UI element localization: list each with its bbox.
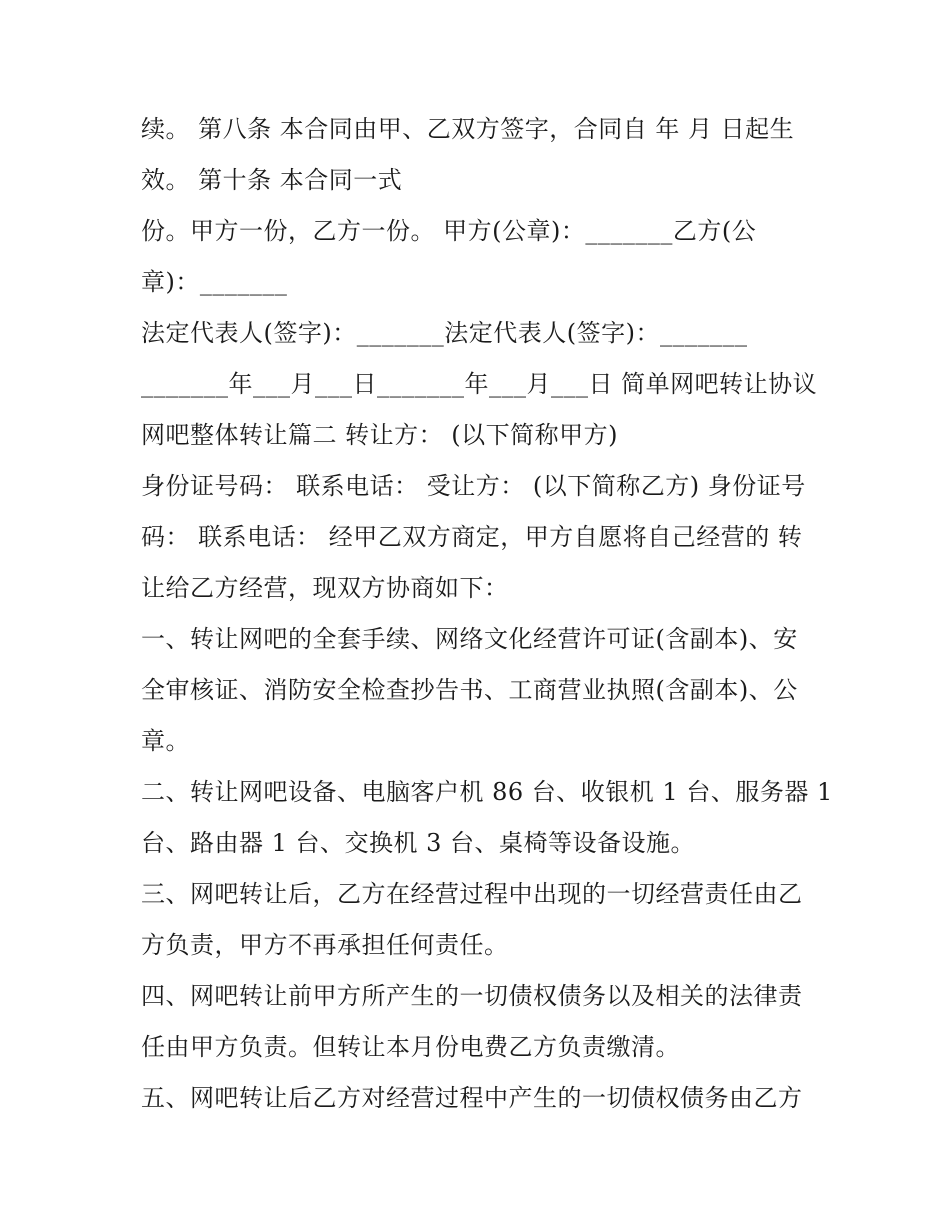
text-line: 一、转让网吧的全套手续、网络文化经营许可证(含副本)、安: [141, 625, 798, 653]
text-line: 三、网吧转让后，乙方在经营过程中出现的一切经营责任由乙: [141, 880, 803, 908]
text-line: 章。: [141, 727, 190, 755]
text-line: 效。 第十条 本合同一式: [141, 166, 403, 194]
text-line: _______年___月___日_______年___月___日 简单网吧转让协议: [141, 370, 818, 398]
text-line: 章)：_______: [141, 268, 288, 296]
text-line: 份。甲方一份，乙方一份。 甲方(公章)：_______乙方(公: [141, 217, 757, 245]
text-line: 法定代表人(签字)：_______法定代表人(签字)：_______: [141, 319, 748, 347]
text-line: 让给乙方经营，现双方协商如下：: [141, 574, 509, 602]
text-line: 方负责，甲方不再承担任何责任。: [141, 931, 509, 959]
text-line: 续。 第八条 本合同由甲、乙双方签字，合同自 年 月 日起生: [141, 115, 795, 143]
text-line: 五、网吧转让后乙方对经营过程中产生的一切债权债务由乙方: [141, 1084, 803, 1112]
text-line: 二、转让网吧设备、电脑客户机 86 台、收银机 1 台、服务器 1: [141, 778, 833, 806]
text-line: 四、网吧转让前甲方所产生的一切债权债务以及相关的法律责: [141, 982, 803, 1010]
text-line: 身份证号码： 联系电话： 受让方： (以下简称乙方) 身份证号: [141, 472, 806, 500]
text-line: 网吧整体转让篇二 转让方： (以下简称甲方): [141, 421, 618, 449]
text-line: 台、路由器 1 台、交换机 3 台、桌椅等设备设施。: [141, 829, 696, 857]
text-line: 全审核证、消防安全检查抄告书、工商营业执照(含副本)、公: [141, 676, 798, 704]
text-line: 码： 联系电话： 经甲乙双方商定，甲方自愿将自己经营的 转: [141, 523, 803, 551]
text-line: 任由甲方负责。但转让本月份电费乙方负责缴清。: [141, 1033, 680, 1061]
contract-text: [141, 104, 833, 1124]
